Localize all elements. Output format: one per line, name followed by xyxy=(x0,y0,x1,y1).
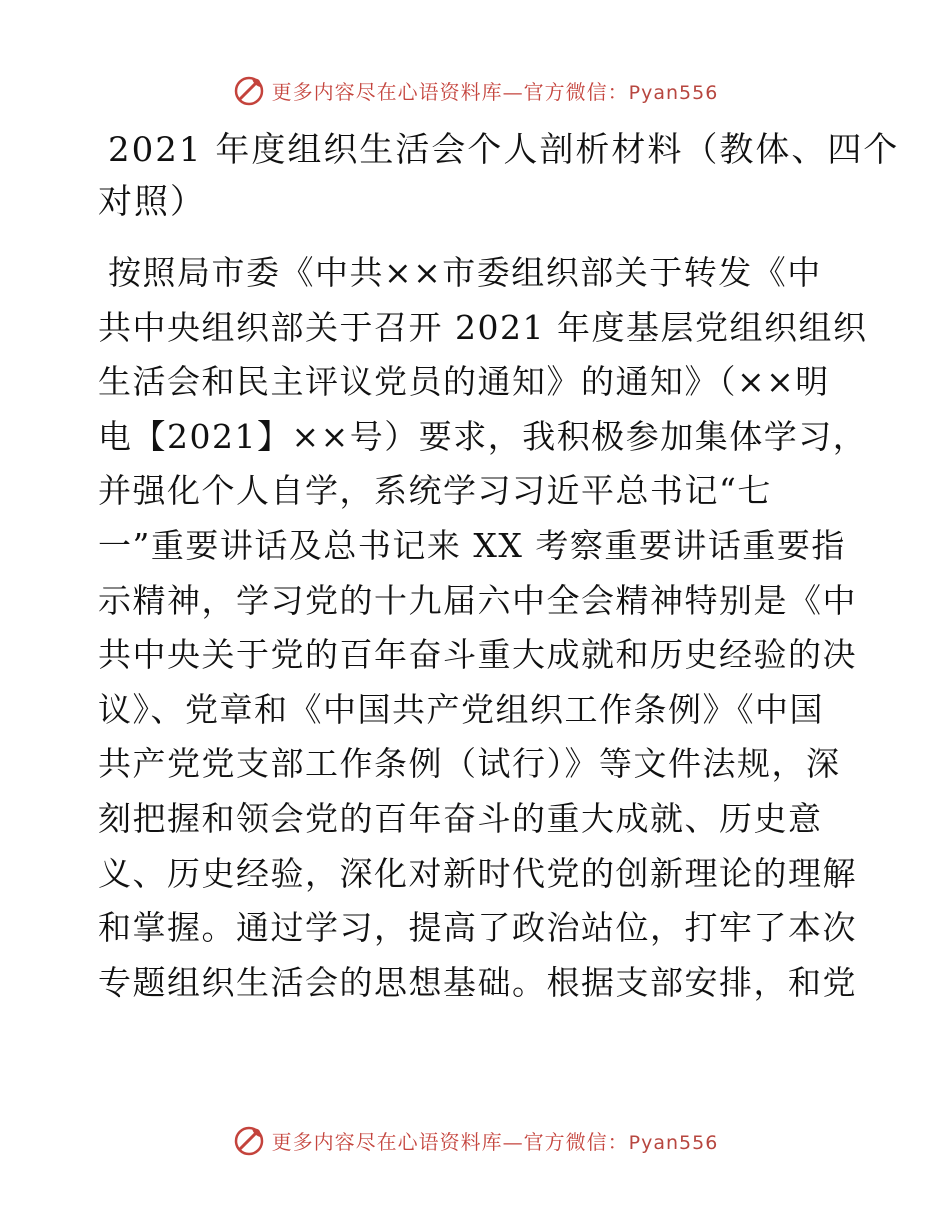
watermark-text: 更多内容尽在心语资料库—官方微信：Pyan556 xyxy=(271,79,719,104)
quill-logo-icon xyxy=(232,1123,266,1157)
text-line: 刻把握和领会党的百年奋斗的重大成就、历史意 xyxy=(98,798,823,838)
text-line: 并强化个人自学，系统学习习近平总书记“七 xyxy=(98,471,772,511)
text-line: 议》、党章和《中国共产党组织工作条例》《中国 xyxy=(98,689,824,729)
title-line: 2021 年度组织生活会个人剖析材料（教体、四个 xyxy=(108,130,900,170)
text-line: 共产党党支部工作条例（试行）》等文件法规，深 xyxy=(98,744,841,784)
text-line: 按照局市委《中共××市委组织部关于转发《中 xyxy=(108,253,822,292)
text-line: 示精神，学习党的十九届六中全会精神特别是《中 xyxy=(98,580,857,620)
text-line: 电【2021】××号）要求，我积极参加集体学习， xyxy=(98,416,868,456)
text-line: 和掌握。通过学习，提高了政治站位，打牢了本次 xyxy=(98,908,857,948)
document-body xyxy=(98,120,900,1010)
text-line: 生活会和民主评议党员的通知》的通知》（××明 xyxy=(98,362,830,402)
quill-logo-icon xyxy=(232,73,266,107)
footer-watermark xyxy=(0,1120,950,1160)
text-line: 共中央关于党的百年奋斗重大成就和历史经验的决 xyxy=(98,635,857,675)
watermark-text: 更多内容尽在心语资料库—官方微信：Pyan556 xyxy=(271,1129,719,1154)
text-line: 义、历史经验，深化对新时代党的创新理论的理解 xyxy=(98,853,857,893)
title-line: 对照） xyxy=(98,182,206,222)
document-title xyxy=(98,124,900,228)
text-line: 一”重要讲话及总书记来 XX 考察重要讲话重要指 xyxy=(98,525,846,565)
body-paragraph xyxy=(98,246,868,1010)
header-watermark xyxy=(0,70,950,110)
text-line: 共中央组织部关于召开 2021 年度基层党组织组织 xyxy=(98,307,868,347)
text-line: 专题组织生活会的思想基础。根据支部安排，和党 xyxy=(98,962,857,1002)
